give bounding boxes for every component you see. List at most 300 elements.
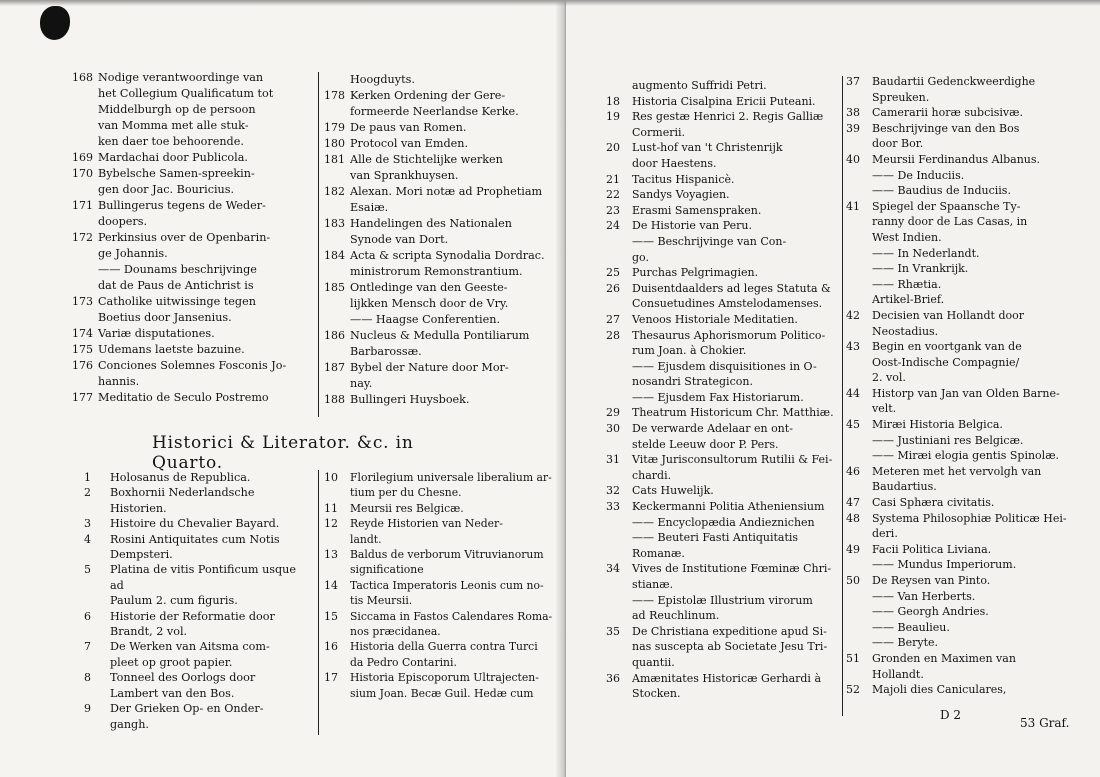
entry-line: De Werken van Aitsma com-	[110, 640, 270, 654]
entry-line: Mardachai door Publicola.	[98, 151, 248, 164]
catalog-entry	[606, 187, 838, 203]
entry-number: 8	[84, 671, 91, 685]
entry-number: 52	[846, 683, 860, 697]
entry-line: nos præcidanea.	[350, 625, 441, 639]
entry-line: Theatrum Historicum Chr. Matthiæ.	[632, 406, 834, 420]
catalog-entry	[846, 589, 1082, 605]
entry-line: Bullingerus tegens de Weder-	[98, 199, 266, 212]
page-edge-shadow	[0, 0, 1100, 6]
entry-number: 28	[606, 328, 620, 342]
entry-line: tis Meursii.	[350, 594, 413, 608]
catalog-entry	[846, 604, 1082, 620]
catalog-entry	[72, 150, 314, 166]
entry-line: Historien.	[110, 501, 167, 515]
catalog-entry	[84, 639, 312, 670]
catalog-entry	[72, 358, 314, 390]
entry-line: Camerarii horæ subcisivæ.	[872, 106, 1023, 120]
entry-line: —— Beryte.	[872, 636, 938, 650]
entry-line: Spreuken.	[872, 90, 930, 104]
catalog-entry	[84, 701, 312, 732]
catalog-entry	[606, 421, 838, 452]
catalog-entry	[606, 203, 838, 219]
entry-line: —— Beaulieu.	[872, 620, 950, 634]
entry-line: augmento Suffridi Petri.	[632, 79, 767, 92]
catalog-entry	[846, 573, 1082, 589]
entry-line: ge Johannis.	[98, 247, 168, 260]
entry-number: 29	[606, 406, 620, 420]
entry-line: het Collegium Qualificatum tot	[98, 87, 274, 100]
entry-number: 21	[606, 172, 620, 186]
entry-line: Cormerii.	[632, 125, 686, 139]
entry-number: 187	[324, 361, 345, 374]
entry-line: Vives de Institutione Fœminæ Chri-	[632, 562, 832, 576]
catalog-entry	[846, 464, 1082, 495]
entry-number: 4	[84, 532, 91, 546]
catalog-entry	[846, 261, 1082, 277]
catalog-entry	[846, 105, 1082, 121]
entry-number: 37	[846, 75, 860, 88]
entry-line: Sandys Voyagien.	[632, 188, 730, 202]
catalog-entry	[84, 470, 312, 485]
catalog-entry	[72, 342, 314, 358]
entry-line: doopers.	[98, 215, 148, 228]
catalog-entry	[606, 140, 838, 171]
entry-line: Der Grieken Op- en Onder-	[110, 702, 264, 716]
entry-number: 47	[846, 496, 860, 510]
entry-number: 19	[606, 110, 620, 124]
ink-blot	[40, 6, 70, 40]
entry-number: 14	[324, 578, 338, 592]
catalog-entry	[72, 326, 314, 342]
catalog-entry	[324, 392, 556, 408]
entry-line: ranny door de Las Casas, in	[872, 215, 1028, 229]
entry-line: 2. vol.	[872, 371, 906, 385]
catalog-entry	[846, 433, 1082, 449]
entry-line: Barbarossæ.	[350, 345, 422, 358]
entry-line: —— Mundus Imperiorum.	[872, 558, 1017, 572]
catalog-entry	[846, 682, 1082, 698]
entry-line: De Historie van Peru.	[632, 219, 753, 233]
catalog-entry	[606, 109, 838, 140]
entry-number: 2	[84, 486, 91, 500]
catalog-entry	[324, 136, 556, 152]
entry-number: 183	[324, 217, 345, 230]
entry-number: 170	[72, 167, 93, 180]
entry-line: Florilegium universale liberalium ar-	[350, 471, 552, 484]
entry-line: Rosini Antiquitates cum Notis	[110, 532, 280, 546]
entry-line: Esaiæ.	[350, 201, 389, 214]
entry-number: 44	[846, 386, 860, 400]
column-rule	[842, 76, 843, 716]
entry-line: chardi.	[632, 468, 672, 482]
catalog-entry	[84, 532, 312, 563]
catalog-entry	[324, 360, 556, 392]
catalog-entry	[846, 448, 1082, 464]
catalog-entry	[324, 280, 556, 312]
catalog-entry	[606, 328, 838, 359]
entry-line: Siccama in Fastos Calendares Roma-	[350, 609, 553, 623]
entry-line: Systema Philosophiæ Politicæ Hei-	[872, 511, 1067, 525]
entry-number: 35	[606, 624, 620, 638]
entry-line: —— Van Herberts.	[872, 589, 976, 603]
catalog-entry	[84, 562, 312, 608]
entry-line: ad Reuchlinum.	[632, 609, 720, 623]
catalog-entry	[606, 624, 838, 671]
entry-line: Miræi Historia Belgica.	[872, 418, 1003, 432]
entry-number: 6	[84, 609, 91, 623]
entry-number: 15	[324, 609, 338, 623]
entry-line: significatione	[350, 563, 424, 577]
catalog-entry	[84, 516, 312, 531]
entry-line: —— Dounams beschrijvinge	[98, 263, 257, 276]
entry-line: —— In Vrankrijk.	[872, 262, 969, 276]
catalog-entry	[324, 670, 556, 701]
catalog-entry	[324, 609, 556, 640]
catalog-entry	[324, 184, 556, 216]
entry-line: Casi Sphæra civitatis.	[872, 496, 995, 510]
entry-line: Historie der Reformatie door	[110, 609, 275, 623]
entry-line: —— Beschrijvinge van Con-	[632, 234, 787, 248]
entry-line: Kerken Ordening der Gere-	[350, 89, 506, 102]
entry-line: pleet op groot papier.	[110, 655, 233, 669]
entry-line: Facii Politica Liviana.	[872, 542, 992, 556]
catalog-entry	[84, 670, 312, 701]
entry-number: 43	[846, 340, 860, 354]
catalog-entry	[846, 511, 1082, 542]
entry-line: Middelburgh op de persoon	[98, 103, 256, 116]
catalog-entry	[846, 308, 1082, 339]
entry-line: Alexan. Mori notæ ad Prophetiam	[350, 185, 543, 198]
catalog-entry	[324, 72, 556, 88]
entry-number: 9	[84, 702, 91, 716]
section-heading: Historici & Literator. &c. in Quarto.	[152, 433, 414, 473]
entry-number: 180	[324, 137, 345, 150]
entry-line: Thesaurus Aphorismorum Politico-	[632, 328, 826, 342]
entry-line: Baudartius.	[872, 480, 937, 494]
signature-mark: D 2	[940, 708, 962, 722]
catalog-entry	[72, 198, 314, 230]
entry-number: 23	[606, 203, 620, 217]
entry-number: 177	[72, 391, 93, 404]
catalog-entry	[324, 547, 556, 578]
entry-line: Meursii res Belgicæ.	[350, 501, 464, 515]
right-column-top	[324, 72, 556, 408]
catalog-entry	[84, 485, 312, 516]
entry-line: sium Joan. Becæ Guil. Hedæ cum	[350, 686, 534, 700]
entry-line: Perkinsius over de Openbarin-	[98, 231, 271, 244]
entry-number: 50	[846, 574, 860, 587]
entry-number: 172	[72, 231, 93, 244]
entry-line: Meditatio de Seculo Postremo	[98, 391, 269, 404]
entry-line: Lust-hof van 't Christenrijk	[632, 141, 783, 155]
catchword: 53 Graf.	[1020, 716, 1070, 730]
catalog-entry	[72, 390, 314, 406]
entry-number: 174	[72, 327, 93, 340]
catalog-entry	[846, 168, 1082, 184]
left-column-top	[72, 70, 314, 406]
entry-number: 34	[606, 562, 620, 576]
entry-line: —— De Induciis.	[872, 168, 965, 182]
entry-number: 20	[606, 141, 620, 155]
entry-line: Udemans laetste bazuine.	[98, 343, 245, 356]
entry-line: Spiegel der Spaansche Ty-	[872, 199, 1021, 213]
entry-line: —— In Nederlandt.	[872, 246, 980, 260]
entry-line: —— Miræi elogia gentis Spinolæ.	[872, 449, 1060, 463]
entry-line: deri.	[872, 527, 898, 541]
entry-line: Consuetudines Amstelodamenses.	[632, 297, 823, 311]
column-rule	[318, 72, 319, 417]
entry-line: go.	[632, 250, 649, 264]
entry-number: 51	[846, 651, 860, 665]
catalog-entry	[324, 312, 556, 328]
entry-number: 26	[606, 281, 620, 295]
entry-line: Acta & scripta Synodalia Dordrac.	[350, 249, 545, 262]
entry-line: Historia della Guerra contra Turci	[350, 640, 538, 654]
entry-line: Purchas Pelgrimagien.	[632, 266, 759, 280]
entry-line: Paulum 2. cum figuris.	[110, 594, 238, 608]
entry-number: 36	[606, 671, 620, 685]
catalog-entry	[606, 281, 838, 312]
entry-line: De paus van Romen.	[350, 121, 467, 134]
entry-line: stelde Leeuw door P. Pers.	[632, 437, 779, 451]
entry-line: stianæ.	[632, 578, 674, 591]
catalog-entry	[606, 94, 838, 110]
entry-line: Meursii Ferdinandus Albanus.	[872, 152, 1041, 166]
entry-line: Boxhornii Nederlandsche	[110, 486, 255, 500]
catalog-entry	[324, 248, 556, 280]
entry-line: Historia Cisalpina Ericii Puteani.	[632, 94, 816, 108]
entry-line: van Momma met alle stuk-	[98, 119, 249, 132]
catalog-entry	[72, 262, 314, 294]
catalog-entry	[324, 578, 556, 609]
catalog-entry	[606, 359, 838, 390]
catalog-entry	[606, 172, 838, 188]
entry-line: hannis.	[98, 375, 140, 388]
entry-number: 45	[846, 418, 860, 432]
catalog-entry	[606, 312, 838, 328]
entry-line: Bullingeri Huysboek.	[350, 393, 470, 406]
entry-number: 49	[846, 542, 860, 556]
entry-line: Baldus de verborum Vitruvianorum	[350, 548, 544, 562]
catalog-entry	[846, 246, 1082, 262]
entry-line: Tactica Imperatoris Leonis cum no-	[350, 578, 544, 592]
entry-number: 27	[606, 312, 620, 326]
entry-line: Platina de vitis Pontificum usque ad	[110, 563, 297, 592]
entry-line: Historia Episcoporum Ultrajecten-	[350, 671, 539, 685]
entry-line: Vitæ Jurisconsultorum Rutilii & Fei-	[632, 453, 833, 467]
entry-line: West Indien.	[872, 230, 942, 244]
catalog-entry	[846, 339, 1082, 386]
catalog-entry	[846, 199, 1082, 246]
catalog-entry	[606, 499, 838, 515]
entry-line: Historp van Jan van Olden Barne-	[872, 386, 1060, 400]
entry-number: 171	[72, 199, 93, 212]
entry-line: De verwarde Adelaar en ont-	[632, 422, 793, 436]
entry-line: Artikel-Brief.	[872, 293, 945, 307]
catalog-entry	[606, 78, 838, 94]
right-page-column-left	[606, 78, 838, 702]
entry-line: Dempsteri.	[110, 548, 173, 562]
catalog-entry	[72, 166, 314, 198]
entry-line: Gronden en Maximen van	[872, 651, 1016, 665]
entry-line: —— Haagse Conferentien.	[350, 313, 500, 326]
entry-line: Tacitus Hispanicè.	[632, 172, 735, 186]
entry-number: 22	[606, 188, 620, 202]
entry-line: Protocol van Emden.	[350, 137, 469, 150]
entry-number: 5	[84, 563, 91, 577]
catalog-entry	[324, 516, 556, 547]
entry-line: door Bor.	[872, 137, 924, 151]
entry-number: 186	[324, 329, 345, 342]
entry-number: 17	[324, 671, 338, 685]
entry-line: Catholike uitwissinge tegen	[98, 295, 256, 308]
entry-number: 173	[72, 295, 93, 308]
entry-number: 176	[72, 359, 93, 372]
catalog-entry	[324, 216, 556, 248]
entry-number: 7	[84, 640, 91, 654]
catalog-entry	[606, 515, 838, 562]
catalog-entry	[846, 557, 1082, 573]
entry-line: Venoos Historiale Meditatien.	[632, 312, 798, 326]
catalog-entry	[324, 88, 556, 120]
catalog-entry	[324, 328, 556, 360]
entry-line: door Haestens.	[632, 156, 717, 170]
entry-line: Neostadius.	[872, 324, 939, 338]
entry-number: 40	[846, 152, 860, 166]
catalog-entry	[606, 593, 838, 624]
entry-number: 18	[606, 94, 620, 108]
entry-line: formeerde Neerlandse Kerke.	[350, 105, 519, 118]
entry-number: 12	[324, 517, 338, 531]
entry-line: da Pedro Contarini.	[350, 655, 457, 669]
entry-line: Holosanus de Republica.	[110, 471, 251, 484]
catalog-entry	[846, 74, 1082, 105]
entry-line: Tonneel des Oorlogs door	[110, 671, 256, 685]
entry-number: 30	[606, 422, 620, 436]
entry-line: Nodige verantwoordinge van	[98, 71, 264, 84]
catalog-entry	[846, 495, 1082, 511]
entry-line: Cats Huwelijk.	[632, 484, 714, 498]
entry-line: Begin en voortgank van de	[872, 340, 1022, 354]
entry-line: Synode van Dort.	[350, 233, 449, 246]
entry-line: Reyde Historien van Neder-	[350, 517, 503, 531]
catalog-entry	[324, 120, 556, 136]
entry-line: Res gestæ Henrici 2. Regis Galliæ	[632, 110, 824, 124]
catalog-entry	[846, 635, 1082, 651]
entry-number: 178	[324, 89, 345, 102]
entry-line: van Sprankhuysen.	[350, 169, 459, 182]
entry-line: Handelingen des Nationalen	[350, 217, 512, 230]
entry-line: Keckermanni Politia Atheniensium	[632, 500, 825, 514]
catalog-entry	[606, 483, 838, 499]
catalog-entry	[846, 183, 1082, 199]
entry-number: 16	[324, 640, 338, 654]
entry-line: —— Georgh Andries.	[872, 605, 989, 619]
entry-line: Lambert van den Bos.	[110, 686, 235, 700]
catalog-entry	[72, 230, 314, 262]
catalog-entry	[846, 152, 1082, 168]
entry-line: landt.	[350, 532, 382, 546]
catalog-entry	[846, 386, 1082, 417]
entry-line: Alle de Stichtelijke werken	[350, 153, 503, 166]
entry-line: Duisentdaalders ad leges Statuta &	[632, 281, 831, 295]
catalog-entry	[606, 671, 838, 702]
entry-line: Beschrijvinge van den Bos	[872, 121, 1020, 135]
entry-line: Hollandt.	[872, 667, 924, 681]
entry-line: rum Joan. à Chokier.	[632, 344, 747, 358]
entry-number: 31	[606, 453, 620, 467]
entry-line: —— Ejusdem disquisitiones in O-	[632, 359, 817, 373]
catalog-entry	[72, 294, 314, 326]
entry-number: 38	[846, 106, 860, 120]
catalog-entry	[846, 121, 1082, 152]
entry-line: lijkken Mensch door de Vry.	[350, 297, 509, 310]
entry-line: Histoire du Chevalier Bayard.	[110, 517, 280, 531]
entry-line: —— Ejusdem Fax Historiarum.	[632, 390, 804, 404]
entry-line: De Christiana expeditione apud Si-	[632, 624, 827, 638]
catalog-entry	[324, 639, 556, 670]
entry-number: 11	[324, 501, 338, 515]
entry-line: Decisien van Hollandt door	[872, 308, 1025, 322]
entry-line: Stocken.	[632, 687, 681, 701]
entry-line: quantii.	[632, 655, 675, 669]
entry-number: 182	[324, 185, 345, 198]
left-column-bottom	[84, 470, 312, 732]
entry-line: Bybelsche Samen-spreekin-	[98, 167, 255, 180]
entry-line: Boetius door Jansenius.	[98, 311, 232, 324]
entry-line: gangh.	[110, 717, 149, 731]
entry-number: 168	[72, 71, 93, 84]
catalog-entry	[606, 218, 838, 234]
entry-line: Meteren met het vervolgh van	[872, 464, 1042, 478]
entry-line: —— Epistolæ Illustrium virorum	[632, 593, 813, 607]
entry-number: 24	[606, 219, 620, 233]
entry-line: Bybel der Nature door Mor-	[350, 361, 509, 374]
entry-number: 32	[606, 484, 620, 498]
column-rule	[318, 470, 319, 735]
entry-number: 188	[324, 393, 345, 406]
entry-line: Conciones Solemnes Fosconis Jo-	[98, 359, 287, 372]
entry-line: Romanæ.	[632, 546, 685, 560]
entry-number: 169	[72, 151, 93, 164]
entry-line: Brandt, 2 vol.	[110, 625, 188, 639]
right-page	[566, 0, 1100, 777]
catalog-entry	[606, 452, 838, 483]
entry-number: 39	[846, 121, 860, 135]
entry-line: nay.	[350, 377, 373, 390]
catalog-entry	[606, 561, 838, 592]
entry-line: dat de Paus de Antichrist is	[98, 279, 254, 292]
entry-line: Nucleus & Medulla Pontiliarum	[350, 329, 530, 342]
entry-number: 42	[846, 308, 860, 322]
entry-line: —— Beuteri Fasti Antiquitatis	[632, 531, 799, 545]
entry-number: 46	[846, 464, 860, 478]
catalog-entry	[606, 265, 838, 281]
entry-line: Amænitates Historicæ Gerhardi à	[632, 671, 822, 685]
catalog-entry	[324, 152, 556, 184]
entry-line: tium per du Chesne.	[350, 486, 462, 500]
entry-number: 48	[846, 511, 860, 525]
entry-line: Ontledinge van den Geeste-	[350, 281, 508, 294]
catalog-entry	[324, 470, 556, 501]
entry-number: 3	[84, 517, 91, 531]
entry-line: Hoogduyts.	[350, 73, 415, 86]
entry-line: Baudartii Gedenckweerdighe	[872, 75, 1036, 88]
entry-number: 179	[324, 121, 345, 134]
catalog-entry	[324, 501, 556, 516]
entry-number: 41	[846, 199, 860, 213]
entry-number: 1	[84, 471, 91, 484]
